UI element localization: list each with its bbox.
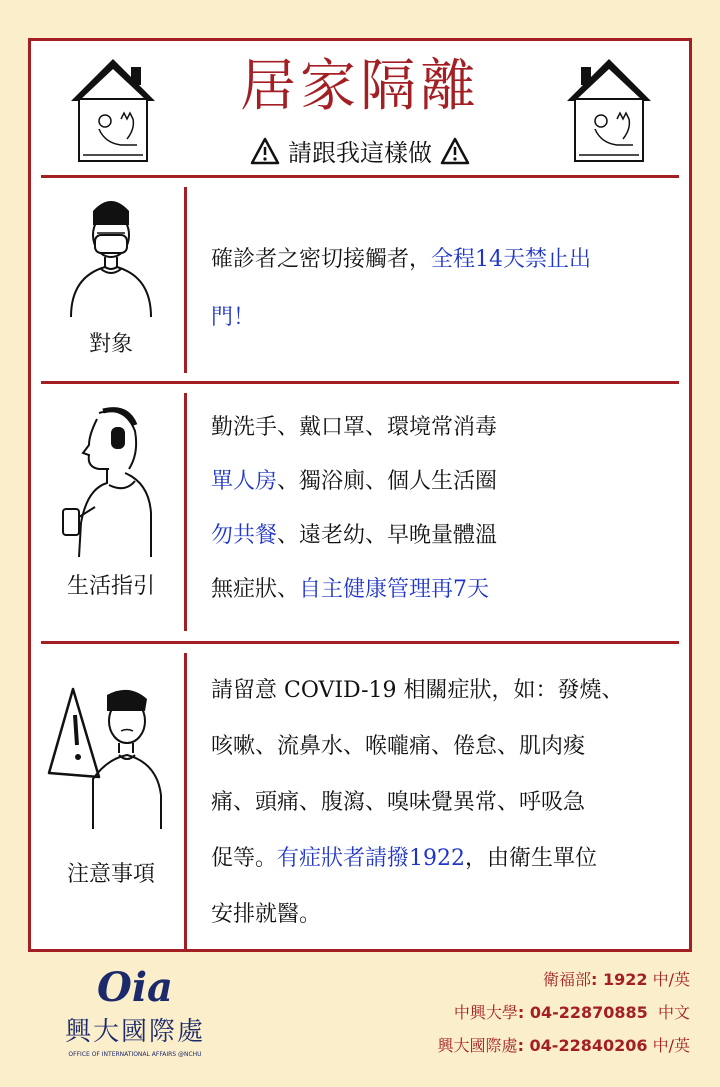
- contact-number: 04-22840206: [529, 1036, 648, 1055]
- divider: [41, 641, 679, 644]
- subtitle-text: 請跟我這樣做: [288, 139, 432, 167]
- poster-card: [28, 38, 692, 952]
- section-content: [211, 401, 681, 617]
- highlight-text: 單人房: [211, 469, 278, 494]
- section-label: 生活指引: [66, 574, 155, 599]
- highlight-text: 有症狀者請撥1922: [277, 846, 466, 871]
- logo-english: OFFICE OF INTERNATIONAL AFFAIRS @NCHU: [68, 1051, 202, 1058]
- section-label: 注意事項: [66, 862, 155, 887]
- text-run: 勤洗手、戴口罩、環境常消毒: [211, 415, 498, 440]
- contact-language: 中文: [657, 1003, 690, 1022]
- content-line: [211, 289, 681, 347]
- contact-list: [438, 966, 690, 1065]
- section-content: [211, 231, 681, 347]
- divider: [41, 381, 679, 384]
- content-line: [211, 455, 681, 509]
- contact-number: 1922: [602, 970, 648, 989]
- page-title: 居家隔離: [240, 54, 480, 119]
- content-line: [211, 231, 681, 289]
- divider: [41, 175, 679, 178]
- column-divider: [184, 393, 187, 631]
- text-run: 、獨浴廁、個人生活圈: [277, 469, 498, 494]
- contact-language: 中/英: [652, 970, 690, 989]
- contact-name: 衛福部: [542, 970, 591, 989]
- warning-sign-person-illustration: [45, 681, 165, 831]
- contact-line: 衛福部: 1922 中/英: [542, 970, 690, 989]
- text-run: 痛、頭痛、腹瀉、嗅味覺異常、呼吸急: [211, 790, 586, 815]
- warning-triangle-icon: [250, 137, 280, 165]
- column-divider: [184, 187, 187, 373]
- content-line: [211, 775, 681, 831]
- highlight-text: 全程14天禁止出: [431, 247, 592, 272]
- text-run: 安排就醫。: [211, 902, 322, 927]
- section-label: 對象: [88, 332, 133, 357]
- text-run: 無症狀、: [211, 577, 300, 602]
- text-run: 、遠老幼、早晚量體溫: [277, 523, 498, 548]
- contact-language: 中/英: [652, 1036, 690, 1055]
- contact-name: 興大國際處: [437, 1036, 518, 1055]
- highlight-text: 自主健康管理再7天: [299, 577, 490, 602]
- page-subtitle: [31, 137, 689, 165]
- text-run: ，由衛生單位: [465, 846, 598, 871]
- highlight-text: 勿共餐: [211, 523, 278, 548]
- content-line: [211, 563, 681, 617]
- contact-line: 興大國際處: 04-22840206 中/英: [437, 1036, 690, 1055]
- contact-line: 中興大學: 04-22870885 中文: [453, 1003, 690, 1022]
- text-run: 促等。: [211, 846, 278, 871]
- warning-triangle-icon: [440, 137, 470, 165]
- column-divider: [184, 653, 187, 949]
- content-line: [211, 719, 681, 775]
- logo-mark: Oia: [97, 964, 173, 1011]
- section-content: [211, 663, 681, 943]
- oia-logo: [60, 965, 210, 1065]
- content-line: [211, 663, 681, 719]
- content-line: [211, 831, 681, 887]
- contact-number: 04-22870885: [529, 1003, 648, 1022]
- content-line: [211, 509, 681, 563]
- text-run: 確診者之密切接觸者，: [211, 247, 432, 272]
- logo-chinese: 興大國際處: [64, 1017, 205, 1047]
- text-run: 請留意 COVID-19 相關症狀，如：發燒、: [211, 678, 624, 703]
- highlight-text: 門！: [211, 305, 256, 330]
- headphone-person-illustration: [45, 399, 165, 559]
- text-run: 咳嗽、流鼻水、喉嚨痛、倦怠、肌肉痠: [211, 734, 586, 759]
- contact-name: 中興大學: [453, 1003, 518, 1022]
- content-line: [211, 887, 681, 943]
- masked-person-illustration: [61, 189, 161, 319]
- content-line: [211, 401, 681, 455]
